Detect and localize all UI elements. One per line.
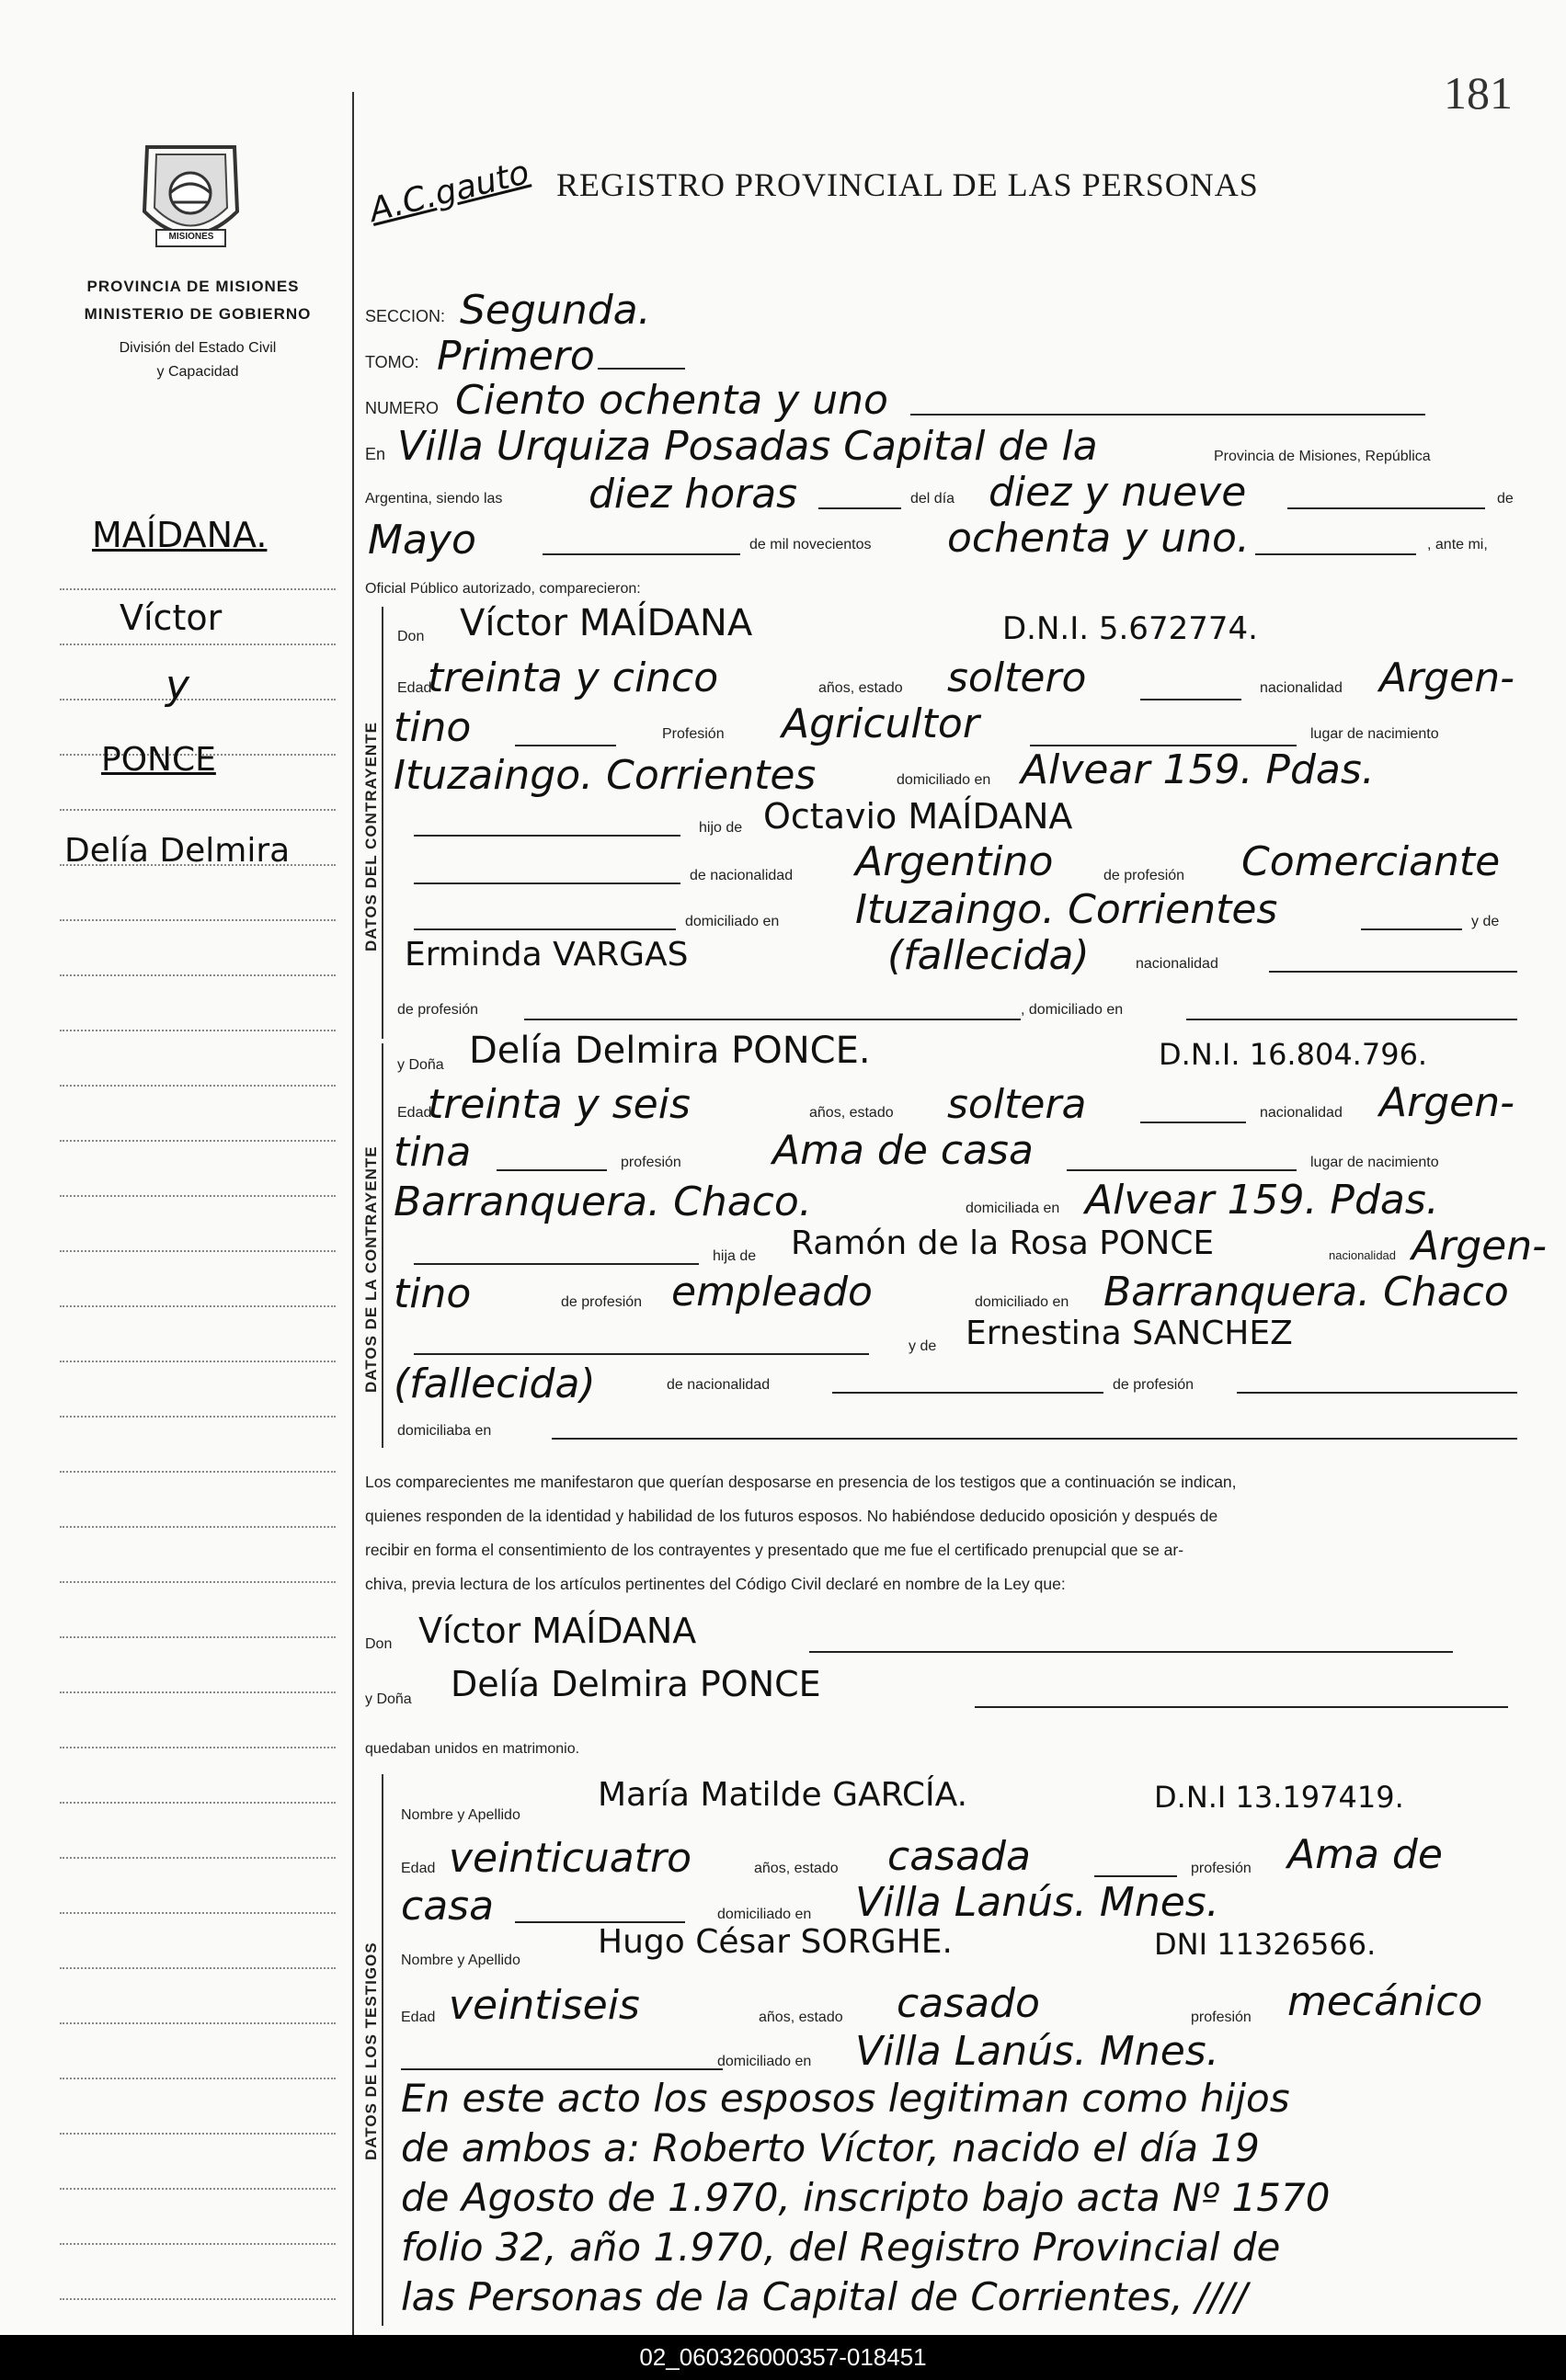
seccion-value: Segunda. bbox=[460, 287, 651, 334]
contrayente-frame bbox=[382, 607, 383, 1039]
bride-age: treinta y seis bbox=[428, 1081, 691, 1128]
bride-father-nac-label: nacionalidad bbox=[1329, 1248, 1397, 1262]
bride-mother-note: (fallecida) bbox=[394, 1361, 596, 1407]
month-value: Mayo bbox=[368, 517, 476, 564]
groom-mother-note: (fallecida) bbox=[887, 932, 1090, 979]
provincial-seal bbox=[129, 129, 253, 257]
witness1-profession-1: Ama de bbox=[1287, 1831, 1443, 1878]
bride-father-dom-label: domiciliado en bbox=[975, 1294, 1069, 1310]
groom-mother: Erminda VARGAS bbox=[405, 936, 689, 974]
bride-lugar-label: lugar de nacimiento bbox=[1310, 1155, 1439, 1170]
seccion-label: SECCION: bbox=[365, 307, 446, 325]
contrayente-side-label: DATOS DEL CONTRAYENTE bbox=[362, 722, 380, 951]
en-label: En bbox=[365, 445, 386, 463]
margin-firstname-2: Delía Delmira bbox=[64, 832, 291, 870]
groom-dom-label: domiciliado en bbox=[897, 772, 991, 788]
bride-father-nationality-1: Argen- bbox=[1412, 1223, 1547, 1270]
groom-edad-label: Edad bbox=[397, 680, 432, 696]
place-value: Villa Urquiza Posadas Capital de la bbox=[397, 423, 1098, 470]
bride-profesion-label: profesión bbox=[621, 1155, 681, 1170]
groom-y-de-label: y de bbox=[1471, 914, 1500, 929]
note-line: folio 32, año 1.970, del Registro Provincial de bbox=[401, 2225, 1281, 2270]
witness1-dni: D.N.I 13.197419. bbox=[1154, 1780, 1404, 1815]
union-quedaban: quedaban unidos en matrimonio. bbox=[365, 1741, 580, 1757]
groom-estado: soltero bbox=[947, 655, 1087, 701]
bride-dni: D.N.I. 16.804.796. bbox=[1159, 1037, 1428, 1072]
groom-nac-label: nacionalidad bbox=[1260, 680, 1343, 696]
page-number: 181 bbox=[1444, 67, 1513, 119]
bride-father: Ramón de la Rosa PONCE bbox=[791, 1224, 1215, 1262]
bride-hija-label: hija de bbox=[713, 1248, 757, 1264]
margin-surname: MAÍDANA. bbox=[92, 515, 268, 555]
witness1-address: Villa Lanús. Mnes. bbox=[855, 1879, 1219, 1926]
witness2-prof-label: profesión bbox=[1191, 2010, 1252, 2025]
note-line: de Agosto de 1.970, inscripto bajo acta Nº 1570 bbox=[401, 2175, 1331, 2220]
clerk-annotation: A.C.gauto bbox=[365, 154, 533, 230]
groom-nationality-1: Argen- bbox=[1379, 655, 1515, 701]
groom-father-dom-label: domiciliado en bbox=[685, 914, 780, 929]
bride-name: Delía Delmira PONCE. bbox=[469, 1030, 871, 1072]
contrayenta-frame bbox=[382, 1043, 383, 1448]
tomo-label: TOMO: bbox=[365, 353, 419, 371]
groom-lugar-label: lugar de nacimiento bbox=[1310, 726, 1439, 742]
witness1-estado: casada bbox=[887, 1833, 1031, 1880]
note-line: de ambos a: Roberto Víctor, nacido el día 19 bbox=[401, 2125, 1260, 2170]
union-groom-name: Víctor MAÍDANA bbox=[418, 1611, 697, 1651]
bride-father-prof-label: de profesión bbox=[561, 1294, 643, 1310]
witness2-dni: DNI 11326566. bbox=[1154, 1927, 1377, 1962]
bride-mother: Ernestina SANCHEZ bbox=[966, 1315, 1293, 1352]
argentina-label: Argentina, siendo las bbox=[365, 491, 503, 507]
tomo-value: Primero bbox=[437, 333, 595, 380]
witness2-age: veintiseis bbox=[449, 1982, 640, 2029]
witness2-profession: mecánico bbox=[1287, 1978, 1483, 2025]
margin-firstname: Víctor bbox=[120, 598, 223, 638]
bride-edad-label: Edad bbox=[397, 1105, 432, 1121]
ante-label: , ante mi, bbox=[1427, 537, 1488, 552]
numero-label: NUMERO bbox=[365, 399, 439, 417]
margin-and: y bbox=[166, 662, 190, 709]
bride-address: Alvear 159. Pdas. bbox=[1085, 1177, 1439, 1224]
numero-value: Ciento ochenta y uno bbox=[455, 377, 888, 424]
de-mil-label: de mil novecientos bbox=[749, 537, 872, 552]
union-bride-name: Delía Delmira PONCE bbox=[451, 1664, 821, 1704]
bride-father-nationality-2: tino bbox=[394, 1270, 472, 1317]
groom-profession: Agricultor bbox=[782, 700, 979, 747]
paragraph-line: quienes responden de la identidad y habilidad de los futuros esposos. No habiéndose deducido oposición y después de bbox=[365, 1507, 1218, 1525]
bride-father-profession: empleado bbox=[671, 1269, 873, 1315]
bride-profession: Ama de casa bbox=[772, 1127, 1034, 1174]
bride-anos-label: años, estado bbox=[809, 1105, 894, 1121]
bride-y-de-label: y de bbox=[909, 1338, 937, 1354]
seal-label: MISIONES bbox=[168, 232, 214, 242]
don-label: Don bbox=[397, 629, 425, 644]
contrayenta-side-label: DATOS DE LA CONTRAYENTE bbox=[362, 1145, 380, 1393]
groom-father-address: Ituzaingo. Corrientes bbox=[855, 886, 1278, 933]
groom-mother-prof-label: de profesión bbox=[397, 1002, 479, 1018]
groom-anos-label: años, estado bbox=[818, 680, 903, 696]
groom-mother-nac-label: nacionalidad bbox=[1136, 956, 1218, 972]
witness2-anos-label: años, estado bbox=[759, 2010, 843, 2025]
witness2-edad-label: Edad bbox=[401, 2010, 436, 2025]
bride-mother-dom-label: domiciliaba en bbox=[397, 1423, 492, 1439]
witness2-dom-label: domiciliado en bbox=[717, 2054, 812, 2069]
witness1-profession-2: casa bbox=[401, 1883, 495, 1930]
witness2-nombre-label: Nombre y Apellido bbox=[401, 1953, 520, 1968]
witness1-anos-label: años, estado bbox=[754, 1861, 839, 1876]
witness2-estado: casado bbox=[897, 1980, 1040, 2027]
witness1-dom-label: domiciliado en bbox=[717, 1907, 812, 1922]
bride-nac-label: nacionalidad bbox=[1260, 1105, 1343, 1121]
bride-mother-nac-label: de nacionalidad bbox=[667, 1377, 771, 1393]
de-label: de bbox=[1497, 491, 1514, 507]
declaration-paragraph bbox=[365, 1465, 1519, 1601]
paragraph-line: Los comparecientes me manifestaron que querían desposarse en presencia de los testigos que a continuación se indican, bbox=[365, 1473, 1237, 1491]
groom-birthplace: Ituzaingo. Corrientes bbox=[394, 752, 817, 799]
groom-hijo-label: hijo de bbox=[699, 820, 743, 836]
province-label: Provincia de Misiones, República bbox=[1214, 449, 1431, 464]
witness1-edad-label: Edad bbox=[401, 1861, 436, 1876]
groom-profesion-label: Profesión bbox=[662, 726, 725, 742]
union-don-label: Don bbox=[365, 1636, 393, 1652]
legitimation-notes bbox=[401, 2074, 1523, 2322]
groom-mother-dom-label: , domiciliado en bbox=[1021, 1002, 1124, 1018]
hour-value: diez horas bbox=[589, 471, 798, 518]
dona-label: y Doña bbox=[397, 1057, 444, 1073]
groom-name: Víctor MAÍDANA bbox=[460, 602, 753, 644]
groom-age: treinta y cinco bbox=[428, 655, 719, 701]
bride-father-address: Barranquera. Chaco bbox=[1103, 1269, 1509, 1315]
witness2-address: Villa Lanús. Mnes. bbox=[855, 2028, 1219, 2075]
division-name-2: y Capacidad bbox=[156, 364, 239, 380]
bride-nationality-1: Argen- bbox=[1379, 1079, 1515, 1126]
note-line: En este acto los esposos legitiman como hijos bbox=[401, 2076, 1290, 2121]
groom-nationality-2: tino bbox=[394, 704, 472, 751]
ministry-name: MINISTERIO DE GOBIERNO bbox=[84, 305, 312, 323]
groom-father-prof-label: de profesión bbox=[1103, 868, 1185, 883]
division-name: División del Estado Civil bbox=[119, 340, 277, 356]
paragraph-line: chiva, previa lectura de los artículos pertinentes del Código Civil declaré en nombre de la Ley que: bbox=[365, 1575, 1066, 1593]
union-dona-label: y Doña bbox=[365, 1691, 412, 1707]
day-value: diez y nueve bbox=[989, 469, 1247, 516]
del-dia-label: del día bbox=[910, 491, 955, 507]
witness2-name: Hugo César SORGHE. bbox=[598, 1923, 953, 1961]
groom-father-nac-label: de nacionalidad bbox=[690, 868, 794, 883]
registry-title: REGISTRO PROVINCIAL DE LAS PERSONAS bbox=[556, 166, 1259, 203]
bride-birthplace: Barranquera. Chaco. bbox=[394, 1179, 812, 1225]
witness1-age: veinticuatro bbox=[449, 1835, 692, 1882]
note-line: las Personas de la Capital de Corrientes, //// bbox=[401, 2274, 1248, 2319]
scan-id-footer: 02_060326000357-018451 bbox=[0, 2335, 1566, 2380]
witness1-name: María Matilde GARCÍA. bbox=[598, 1776, 968, 1814]
groom-father: Octavio MAÍDANA bbox=[763, 796, 1073, 837]
bride-mother-prof-label: de profesión bbox=[1113, 1377, 1195, 1393]
groom-address: Alvear 159. Pdas. bbox=[1021, 746, 1375, 793]
bride-estado: soltera bbox=[947, 1081, 1087, 1128]
bride-dom-label: domiciliada en bbox=[966, 1201, 1060, 1216]
groom-dni: D.N.I. 5.672774. bbox=[1002, 610, 1258, 647]
province-name: PROVINCIA DE MISIONES bbox=[86, 278, 300, 295]
testigos-side-label: DATOS DE LOS TESTIGOS bbox=[362, 1942, 380, 2160]
margin-rule bbox=[352, 92, 354, 2335]
oficial-label: Oficial Público autorizado, comparecieron: bbox=[365, 581, 641, 597]
year-value: ochenta y uno. bbox=[947, 515, 1250, 562]
bride-nationality-2: tina bbox=[394, 1129, 472, 1176]
witness1-nombre-label: Nombre y Apellido bbox=[401, 1807, 520, 1823]
groom-father-nationality: Argentino bbox=[855, 838, 1054, 885]
testigos-frame bbox=[382, 1774, 383, 2326]
margin-surname-2: PONCE bbox=[101, 741, 216, 779]
paragraph-line: recibir en forma el consentimiento de los contrayentes y presentado que me fue el certificado prenupcial que se ar- bbox=[365, 1541, 1184, 1559]
groom-father-profession: Comerciante bbox=[1241, 838, 1501, 885]
witness1-prof-label: profesión bbox=[1191, 1861, 1252, 1876]
